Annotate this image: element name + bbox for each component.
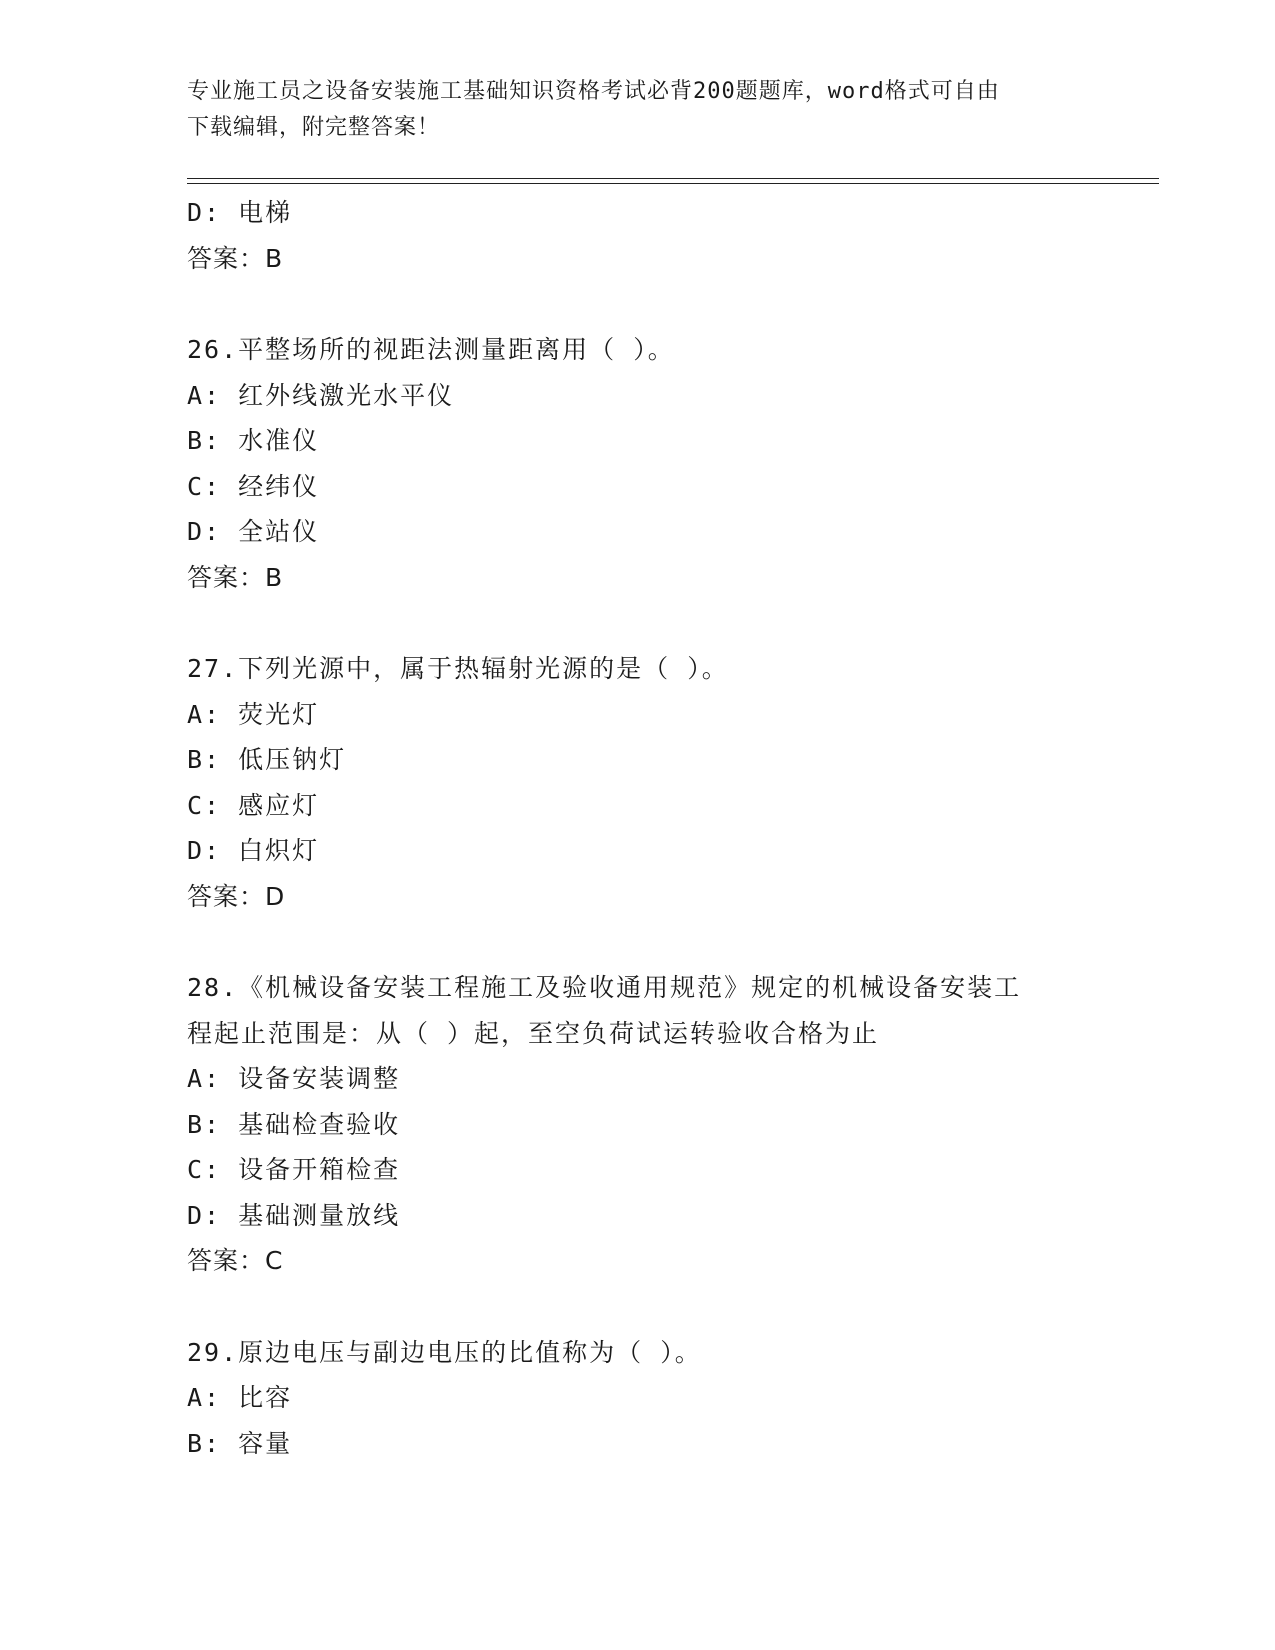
question-title-line-2: 程起止范围是：从（ ）起，至空负荷试运转验收合格为止 (187, 1018, 880, 1048)
answer: 答案：C (187, 1246, 284, 1275)
option-c: C: 感应灯 (187, 790, 320, 820)
option-b: B: 水准仪 (187, 426, 320, 455)
option-a: A: 红外线激光水平仪 (187, 380, 455, 410)
option-c: C: 设备开箱检查 (187, 1155, 401, 1184)
answer: 答案：B (187, 562, 284, 592)
option-d: D: 电梯 (187, 198, 293, 227)
question-title: 29.原边电压与副边电压的比值称为（ ）。 (187, 1337, 702, 1367)
question-28 (187, 965, 1087, 1284)
document-header (187, 74, 1087, 146)
option-b: B: 容量 (187, 1428, 293, 1458)
header-divider-top (187, 178, 1159, 179)
header-title-line-1: 专业施工员之设备安装施工基础知识资格考试必背200题题库，word格式可自由 (187, 79, 1000, 104)
header-title-line-2: 下载编辑，附完整答案！ (187, 115, 441, 140)
answer: 答案：D (187, 881, 286, 911)
question-25-tail (187, 190, 1087, 281)
option-a: A: 设备安装调整 (187, 1064, 401, 1093)
option-b: B: 低压钠灯 (187, 745, 347, 774)
option-a: A: 荧光灯 (187, 699, 320, 729)
option-b: B: 基础检查验收 (187, 1109, 401, 1139)
option-c: C: 经纬仪 (187, 471, 320, 501)
question-list (187, 190, 1087, 1466)
option-d: D: 白炽灯 (187, 836, 320, 865)
option-d: D: 基础测量放线 (187, 1200, 401, 1230)
question-title: 26.平整场所的视距法测量距离用（ ）。 (187, 335, 675, 364)
question-27 (187, 646, 1087, 919)
option-a: A: 比容 (187, 1383, 293, 1412)
option-d: D: 全站仪 (187, 517, 320, 546)
question-title-line-1: 28.《机械设备安装工程施工及验收通用规范》规定的机械设备安装工 (187, 973, 1022, 1002)
question-29 (187, 1330, 1087, 1467)
question-26 (187, 327, 1087, 600)
question-title: 27.下列光源中，属于热辐射光源的是（ ）。 (187, 654, 729, 683)
header-divider-bottom (187, 183, 1159, 184)
answer: 答案：B (187, 243, 284, 273)
